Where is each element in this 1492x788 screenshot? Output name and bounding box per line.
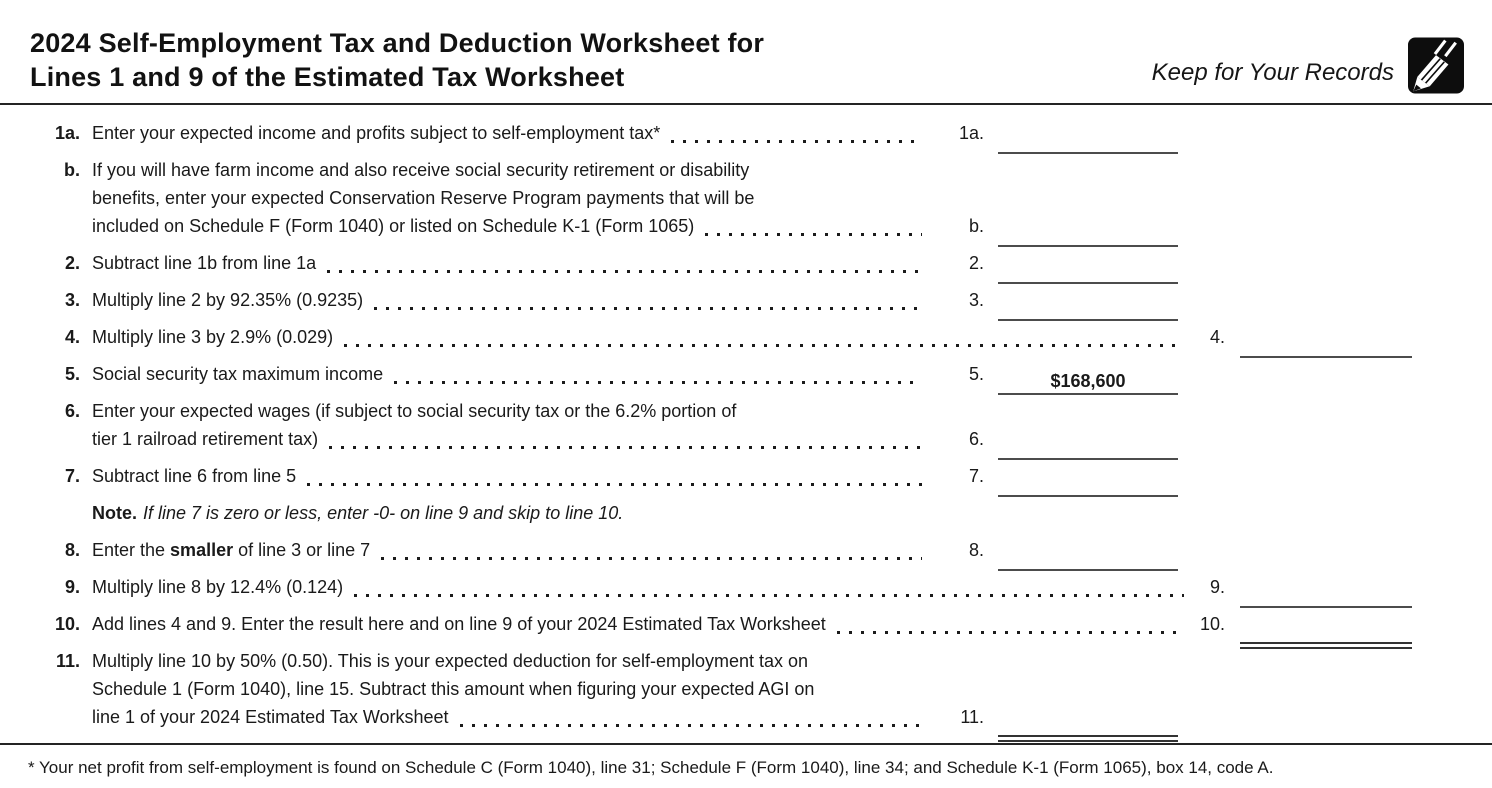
entry-6 (930, 425, 1192, 453)
row-number: 2. (64, 253, 80, 273)
entry-3 (930, 286, 1192, 314)
entry-line[interactable] (998, 217, 1178, 247)
row-text: Enter the (92, 540, 171, 560)
entry-line[interactable] (998, 365, 1178, 395)
row-number: 10. (54, 614, 80, 634)
page-title-line1: 2024 Self-Employment Tax and Deduction Worksheet for (30, 28, 765, 58)
entry-line[interactable] (1240, 328, 1412, 358)
keep-for-records (1152, 37, 1464, 94)
entry-7 (930, 462, 1192, 490)
row-text: Schedule 1 (Form 1040), line 15. Subtract this amount when figuring your expected AGI on (92, 679, 815, 699)
worksheet-body (30, 119, 1427, 731)
header (0, 0, 1492, 94)
entry-line[interactable] (998, 467, 1178, 497)
keep-for-records-label: Keep for Your Records (1151, 59, 1394, 86)
dot-leader (329, 446, 922, 449)
row-text: tier 1 railroad retirement tax) (92, 429, 319, 449)
entry-2 (930, 249, 1192, 277)
row-number: 11. (55, 651, 80, 671)
entry-11 (930, 703, 1192, 731)
dot-leader (671, 140, 922, 143)
entry-line[interactable] (998, 430, 1178, 460)
note-text: If line 7 is zero or less, enter -0- on line 9 and skip to line 10. (143, 503, 624, 523)
dot-leader (354, 594, 1184, 597)
entry-5 (930, 360, 1192, 391)
worksheet-row-9 (30, 573, 1427, 601)
worksheet-row-2 (30, 249, 1427, 277)
entry-label: 6. (968, 429, 984, 449)
row-text: benefits, enter your expected Conservation Reserve Program payments that will be (92, 188, 755, 208)
worksheet-row-3 (30, 286, 1427, 314)
entry-value[interactable]: $168,600 (1050, 371, 1126, 391)
entry-4 (1192, 323, 1427, 351)
entry-line[interactable] (998, 541, 1178, 571)
worksheet-row-8 (30, 536, 1427, 564)
row-text: Subtract line 6 from line 5 (92, 466, 297, 486)
row-number: 1a. (54, 123, 80, 143)
page-title-line2: Lines 1 and 9 of the Estimated Tax Worksheet (30, 62, 625, 92)
entry-10 (1192, 610, 1427, 638)
row-text: If you will have farm income and also receive social security retirement or disability (92, 160, 750, 180)
dot-leader (374, 307, 922, 310)
entry-label: 7. (968, 466, 984, 486)
row-text: Multiply line 10 by 50% (0.50). This is your expected deduction for self-employment tax on (92, 651, 809, 671)
entry-label: 10. (1199, 614, 1225, 634)
entry-label: 8. (968, 540, 984, 560)
entry-label: 2. (968, 253, 984, 273)
entry-label: 11. (960, 707, 984, 727)
row-text: Enter your expected wages (if subject to social security tax or the 6.2% portion of (92, 401, 737, 421)
dot-leader (705, 233, 922, 236)
entry-line[interactable] (998, 254, 1178, 284)
entry-label: 1a. (958, 123, 984, 143)
row-number: 8. (64, 540, 80, 560)
entry-8 (930, 536, 1192, 564)
row-text: Enter your expected income and profits subject to self-employment tax* (92, 123, 661, 143)
dot-leader (327, 270, 922, 273)
entry-label: 4. (1209, 327, 1225, 347)
row-text: Multiply line 3 by 2.9% (0.029) (92, 327, 334, 347)
row-text: Social security tax maximum income (92, 364, 384, 384)
dot-leader (307, 483, 922, 486)
entry-1a (930, 119, 1192, 147)
worksheet-row-10 (30, 610, 1427, 638)
header-rule (0, 103, 1492, 105)
entry-label: 3. (968, 290, 984, 310)
entry-line[interactable] (1240, 578, 1412, 608)
pencil-icon (1408, 37, 1464, 94)
entry-1b (930, 212, 1192, 240)
dot-leader (344, 344, 1184, 347)
worksheet-row-11 (30, 647, 1427, 731)
row-number: b. (64, 160, 80, 180)
dot-leader (460, 724, 922, 727)
row-text: Multiply line 8 by 12.4% (0.124) (92, 577, 344, 597)
worksheet-row-1a (30, 119, 1427, 147)
row-number: 5. (64, 364, 80, 384)
worksheet-row-5 (30, 360, 1427, 391)
footnote: * Your net profit from self-employment is found on Schedule C (Form 1040), line 31; Schedule F (Form 1040), line 34; and Schedule K-1 (Form 1065), box 14, code A. (28, 758, 1274, 777)
entry-line[interactable] (1240, 619, 1412, 649)
entry-line[interactable] (998, 291, 1178, 321)
entry-line[interactable] (998, 712, 1178, 742)
entry-label: 9. (1209, 577, 1225, 597)
entry-label: b. (968, 216, 984, 236)
row-text: Multiply line 2 by 92.35% (0.9235) (92, 290, 364, 310)
note-label: Note. (92, 503, 137, 523)
bottom-rule (0, 743, 1492, 745)
row-text: Add lines 4 and 9. Enter the result here and on line 9 of your 2024 Estimated Tax Worksheet (92, 614, 826, 634)
entry-label: 5. (968, 364, 984, 384)
row-number: 4. (64, 327, 80, 347)
row-text: of line 3 or line 7 (233, 540, 371, 560)
dot-leader (381, 557, 922, 560)
entry-line[interactable] (998, 124, 1178, 154)
row-text: line 1 of your 2024 Estimated Tax Worksheet (92, 707, 449, 727)
row-text: Subtract line 1b from line 1a (92, 253, 317, 273)
dot-leader (394, 381, 922, 384)
worksheet-note (30, 499, 1427, 527)
row-number: 9. (64, 577, 80, 597)
worksheet-row-7 (30, 462, 1427, 490)
page-title (30, 26, 764, 94)
row-text: included on Schedule F (Form 1040) or listed on Schedule K-1 (Form 1065) (92, 216, 695, 236)
entry-9 (1192, 573, 1427, 601)
dot-leader (837, 631, 1184, 634)
row-number: 3. (64, 290, 80, 310)
row-text-bold: smaller (170, 540, 234, 560)
row-number: 6. (64, 401, 80, 421)
worksheet-row-4 (30, 323, 1427, 351)
worksheet-row-6 (30, 397, 1427, 453)
worksheet-row-1b (30, 156, 1427, 240)
row-number: 7. (64, 466, 80, 486)
